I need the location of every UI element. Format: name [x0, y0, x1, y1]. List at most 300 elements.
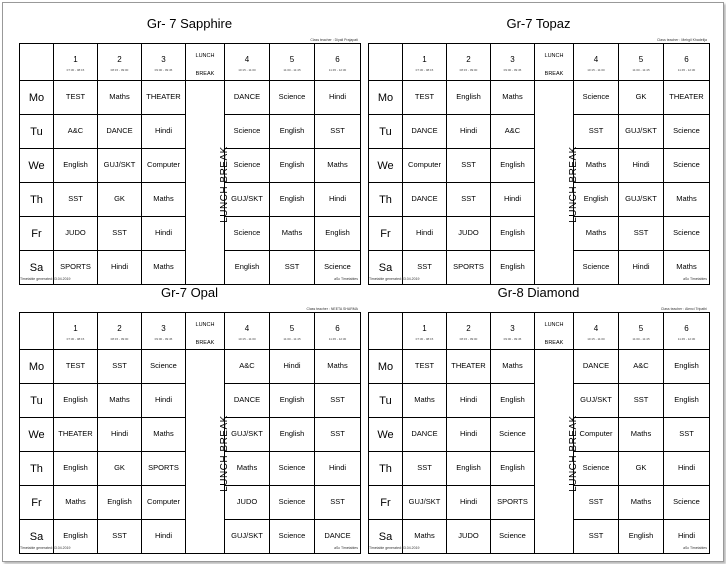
- lesson-cell[interactable]: [491, 149, 535, 183]
- day-label: Fr: [20, 486, 54, 520]
- period-time: 07:30 - 08:15: [415, 68, 434, 72]
- subject-name: DANCE: [233, 395, 261, 404]
- lesson-cell[interactable]: [403, 183, 447, 217]
- lesson-cell[interactable]: [98, 251, 142, 285]
- subject-name: GUJ/SKT: [580, 395, 612, 404]
- lesson-cell[interactable]: [54, 486, 98, 520]
- subject-name: SST: [284, 262, 300, 271]
- lesson-cell[interactable]: [403, 452, 447, 486]
- lunch-break-label: LUNCH BREAK: [567, 414, 579, 492]
- lesson-cell[interactable]: [619, 81, 664, 115]
- subject-name: A&C: [633, 361, 649, 370]
- lesson-cell[interactable]: [447, 520, 491, 554]
- lesson-cell[interactable]: [664, 81, 710, 115]
- lesson-cell[interactable]: [447, 251, 491, 285]
- lesson-cell[interactable]: [225, 384, 270, 418]
- lesson-cell[interactable]: [54, 350, 98, 384]
- period-time: 11:45 - 12:30: [677, 337, 696, 341]
- period-time: 07:30 - 08:15: [66, 68, 85, 72]
- subject-name: Hindi: [110, 429, 129, 438]
- lesson-cell[interactable]: [142, 452, 186, 486]
- period-number: 1: [422, 55, 427, 64]
- subject-name: GK: [635, 92, 647, 101]
- lunch-header: [186, 44, 225, 81]
- lesson-cell[interactable]: [225, 350, 270, 384]
- lesson-cell[interactable]: [142, 81, 186, 115]
- lesson-cell[interactable]: [98, 149, 142, 183]
- lesson-cell[interactable]: [574, 520, 619, 554]
- lesson-cell[interactable]: [447, 183, 491, 217]
- lesson-cell[interactable]: [315, 452, 361, 486]
- period-header: [54, 313, 98, 350]
- lesson-cell[interactable]: [270, 520, 315, 554]
- subject-name: English: [583, 194, 609, 203]
- lesson-cell[interactable]: [574, 418, 619, 452]
- subject-name: Hindi: [677, 531, 696, 540]
- period-time: 08:15 - 09:00: [110, 337, 129, 341]
- subject-name: THEATER: [451, 361, 486, 370]
- generated-note: Timetable generated:03.04.2019: [369, 277, 420, 281]
- lesson-cell[interactable]: [98, 384, 142, 418]
- lesson-cell[interactable]: [98, 486, 142, 520]
- day-label: Sa: [20, 251, 54, 285]
- lesson-cell[interactable]: [225, 251, 270, 285]
- lesson-cell[interactable]: [664, 418, 710, 452]
- lunch-header-label: LUNCH BREAK: [544, 53, 564, 77]
- lesson-cell[interactable]: [142, 183, 186, 217]
- day-label: Th: [20, 452, 54, 486]
- lesson-cell[interactable]: [403, 350, 447, 384]
- lesson-cell[interactable]: [491, 251, 535, 285]
- lesson-cell[interactable]: [574, 251, 619, 285]
- day-label: Mo: [20, 350, 54, 384]
- lesson-cell[interactable]: [447, 384, 491, 418]
- subject-name: Science: [324, 262, 351, 271]
- period-number: 4: [593, 324, 599, 333]
- timetable-grid: [19, 312, 361, 554]
- subject-name: GK: [114, 194, 125, 203]
- lesson-cell[interactable]: [225, 486, 270, 520]
- subject-name: Hindi: [154, 395, 173, 404]
- subject-name: SST: [461, 194, 476, 203]
- subject-name: TEST: [414, 92, 435, 101]
- subject-name: Maths: [109, 395, 130, 404]
- period-header: [98, 313, 142, 350]
- lesson-cell[interactable]: [225, 149, 270, 183]
- lesson-cell[interactable]: [447, 452, 491, 486]
- subject-name: Maths: [630, 497, 652, 506]
- class-teacher: Class teacher : Diyali Prajapati: [310, 38, 358, 42]
- lesson-cell[interactable]: [142, 115, 186, 149]
- lesson-cell[interactable]: [54, 183, 98, 217]
- subject-name: Science: [673, 126, 700, 135]
- lesson-cell[interactable]: [574, 384, 619, 418]
- lesson-cell[interactable]: [98, 452, 142, 486]
- day-label: We: [20, 149, 54, 183]
- subject-name: Science: [150, 361, 177, 370]
- subject-name: Hindi: [328, 194, 347, 203]
- subject-name: Maths: [327, 160, 348, 169]
- subject-name: Hindi: [459, 395, 478, 404]
- lesson-cell[interactable]: [225, 81, 270, 115]
- lunch-header-label: LUNCH BREAK: [195, 53, 215, 77]
- lesson-cell[interactable]: [225, 217, 270, 251]
- lesson-cell[interactable]: [54, 217, 98, 251]
- subject-name: Maths: [676, 194, 697, 203]
- lesson-cell[interactable]: [664, 183, 710, 217]
- timetable-grid: [368, 43, 710, 285]
- lesson-cell[interactable]: [270, 183, 315, 217]
- subject-name: SPORTS: [453, 262, 484, 271]
- period-header: [447, 44, 491, 81]
- lesson-cell[interactable]: [98, 115, 142, 149]
- period-time: 09:00 - 09:45: [503, 68, 522, 72]
- day-label: Tu: [20, 115, 54, 149]
- subject-name: Maths: [585, 228, 607, 237]
- period-number: 2: [466, 324, 471, 333]
- subject-name: Hindi: [632, 262, 650, 271]
- subject-name: Hindi: [459, 497, 478, 506]
- lesson-cell[interactable]: [142, 217, 186, 251]
- subject-name: Maths: [585, 160, 607, 169]
- lesson-cell[interactable]: [54, 115, 98, 149]
- generated-note: Timetable generated:03.04.2019: [20, 277, 71, 281]
- lesson-cell[interactable]: [447, 115, 491, 149]
- lesson-cell[interactable]: [98, 350, 142, 384]
- lesson-cell[interactable]: [664, 217, 710, 251]
- subject-name: English: [628, 531, 654, 540]
- lesson-cell[interactable]: [447, 350, 491, 384]
- subject-name: GUJ/SKT: [408, 497, 441, 506]
- lesson-cell[interactable]: [142, 350, 186, 384]
- lesson-cell[interactable]: [491, 452, 535, 486]
- period-time: 11:00 - 11:45: [283, 337, 301, 341]
- subject-name: SST: [633, 228, 649, 237]
- lesson-cell[interactable]: [270, 452, 315, 486]
- lesson-cell[interactable]: [619, 183, 664, 217]
- period-number: 5: [638, 55, 644, 64]
- period-number: 3: [161, 324, 166, 333]
- lesson-cell[interactable]: [315, 350, 361, 384]
- lesson-cell[interactable]: [664, 452, 710, 486]
- lesson-cell[interactable]: [270, 384, 315, 418]
- lesson-cell[interactable]: [619, 452, 664, 486]
- lesson-cell[interactable]: [270, 251, 315, 285]
- period-number: 1: [73, 55, 78, 64]
- subject-name: SPORTS: [497, 497, 528, 506]
- lesson-cell[interactable]: [619, 520, 664, 554]
- period-number: 6: [335, 324, 340, 333]
- lesson-cell[interactable]: [447, 418, 491, 452]
- subject-name: SPORTS: [60, 262, 91, 271]
- period-header: [142, 313, 186, 350]
- period-header: [225, 313, 270, 350]
- period-number: 6: [684, 55, 689, 64]
- day-label: Sa: [369, 520, 403, 554]
- lesson-cell[interactable]: [664, 149, 710, 183]
- day-label: Tu: [369, 115, 403, 149]
- period-header: [98, 44, 142, 81]
- lesson-cell[interactable]: [574, 452, 619, 486]
- lesson-cell[interactable]: [491, 115, 535, 149]
- subject-name: TEST: [414, 361, 435, 370]
- lesson-cell[interactable]: [574, 350, 619, 384]
- lesson-cell[interactable]: [98, 81, 142, 115]
- day-label: Tu: [20, 384, 54, 418]
- lesson-cell[interactable]: [270, 350, 315, 384]
- lesson-cell[interactable]: [142, 418, 186, 452]
- subject-name: English: [63, 160, 88, 169]
- subject-name: English: [500, 262, 525, 271]
- subject-name: JUDO: [236, 497, 258, 506]
- brand-note: aSc Timetables: [334, 546, 358, 550]
- lesson-cell[interactable]: [270, 217, 315, 251]
- subject-name: English: [500, 160, 525, 169]
- lesson-cell[interactable]: [225, 183, 270, 217]
- lesson-cell[interactable]: [619, 384, 664, 418]
- lesson-cell[interactable]: [315, 217, 361, 251]
- period-number: 2: [117, 324, 122, 333]
- lesson-cell[interactable]: [447, 217, 491, 251]
- lesson-cell[interactable]: [270, 115, 315, 149]
- subject-name: English: [279, 126, 305, 135]
- lesson-cell[interactable]: [619, 115, 664, 149]
- lesson-cell[interactable]: [142, 384, 186, 418]
- day-label: We: [369, 149, 403, 183]
- subject-name: SST: [588, 531, 604, 540]
- day-label: Sa: [20, 520, 54, 554]
- header-row: [20, 313, 361, 350]
- lesson-cell[interactable]: [54, 149, 98, 183]
- subject-name: SST: [588, 126, 604, 135]
- brand-note: aSc Timetables: [683, 277, 707, 281]
- day-label: We: [20, 418, 54, 452]
- period-number: 6: [684, 324, 689, 333]
- lesson-cell[interactable]: [315, 418, 361, 452]
- lesson-cell[interactable]: [98, 217, 142, 251]
- subject-name: Science: [278, 92, 306, 101]
- lesson-cell[interactable]: [574, 183, 619, 217]
- subject-name: Science: [233, 228, 261, 237]
- lesson-cell[interactable]: [315, 183, 361, 217]
- subject-name: Computer: [147, 497, 180, 506]
- subject-name: DANCE: [106, 126, 133, 135]
- lesson-cell[interactable]: [98, 520, 142, 554]
- subject-name: Hindi: [283, 361, 301, 370]
- subject-name: Maths: [630, 429, 652, 438]
- lesson-cell[interactable]: [574, 149, 619, 183]
- lesson-cell[interactable]: [491, 486, 535, 520]
- lesson-cell[interactable]: [491, 183, 535, 217]
- subject-name: Maths: [414, 395, 435, 404]
- subject-name: Maths: [502, 92, 523, 101]
- lunch-break-label: LUNCH BREAK: [218, 145, 230, 223]
- lesson-cell[interactable]: [225, 452, 270, 486]
- lesson-cell[interactable]: [142, 520, 186, 554]
- subject-name: Maths: [281, 228, 303, 237]
- period-number: 4: [244, 55, 250, 64]
- subject-name: SST: [112, 228, 127, 237]
- period-number: 3: [510, 55, 515, 64]
- period-time: 09:00 - 09:45: [503, 337, 522, 341]
- lesson-cell[interactable]: [574, 81, 619, 115]
- lunch-break-label: LUNCH BREAK: [567, 145, 579, 223]
- lesson-cell[interactable]: [619, 350, 664, 384]
- lesson-cell[interactable]: [403, 149, 447, 183]
- lesson-cell[interactable]: [98, 183, 142, 217]
- lesson-cell[interactable]: [54, 418, 98, 452]
- lesson-cell[interactable]: [54, 384, 98, 418]
- subject-name: Maths: [676, 262, 697, 271]
- lesson-cell[interactable]: [664, 384, 710, 418]
- lesson-cell[interactable]: [225, 520, 270, 554]
- lesson-cell[interactable]: [54, 452, 98, 486]
- subject-name: A&C: [239, 361, 255, 370]
- lesson-cell[interactable]: [225, 418, 270, 452]
- subject-name: Maths: [109, 92, 130, 101]
- lesson-cell[interactable]: [574, 486, 619, 520]
- lesson-cell[interactable]: [142, 486, 186, 520]
- timetable-grid: [368, 312, 710, 554]
- lesson-cell[interactable]: [664, 486, 710, 520]
- day-label: Th: [369, 452, 403, 486]
- lunch-break-column: [535, 350, 579, 554]
- day-label: Mo: [20, 81, 54, 115]
- subject-name: Hindi: [677, 463, 696, 472]
- subject-name: English: [63, 395, 88, 404]
- subject-name: JUDO: [458, 228, 479, 237]
- period-header: [403, 313, 447, 350]
- lesson-cell[interactable]: [447, 486, 491, 520]
- generated-note: Timetable generated:03.04.2019: [369, 546, 420, 550]
- lesson-cell[interactable]: [619, 149, 664, 183]
- lesson-cell[interactable]: [225, 115, 270, 149]
- lesson-cell[interactable]: [403, 418, 447, 452]
- lesson-cell[interactable]: [447, 149, 491, 183]
- lesson-cell[interactable]: [315, 486, 361, 520]
- lesson-cell[interactable]: [270, 81, 315, 115]
- subject-name: Science: [673, 160, 700, 169]
- period-time: 07:30 - 08:15: [66, 337, 85, 341]
- lesson-cell[interactable]: [619, 418, 664, 452]
- lesson-cell[interactable]: [574, 217, 619, 251]
- subject-name: English: [279, 160, 305, 169]
- lesson-cell[interactable]: [664, 115, 710, 149]
- period-time: 11:45 - 12:30: [677, 68, 696, 72]
- lesson-cell[interactable]: [491, 384, 535, 418]
- brand-note: aSc Timetables: [683, 546, 707, 550]
- subject-name: English: [279, 395, 305, 404]
- period-time: 10:15 - 11:00: [238, 337, 256, 341]
- subject-name: SST: [330, 395, 345, 404]
- period-time: 08:15 - 09:00: [110, 68, 129, 72]
- timetable-title: Gr-8 Diamond: [497, 285, 580, 300]
- subject-name: English: [500, 395, 525, 404]
- lesson-cell[interactable]: [315, 384, 361, 418]
- lesson-cell[interactable]: [574, 115, 619, 149]
- period-time: 11:00 - 11:45: [283, 68, 301, 72]
- lesson-cell[interactable]: [270, 149, 315, 183]
- subject-name: DANCE: [411, 194, 438, 203]
- subject-name: DANCE: [324, 531, 351, 540]
- day-row: [20, 350, 361, 384]
- day-row: [369, 81, 710, 115]
- lesson-cell[interactable]: [491, 350, 535, 384]
- lesson-cell[interactable]: [664, 350, 710, 384]
- subject-name: Hindi: [154, 228, 173, 237]
- lesson-cell[interactable]: [619, 486, 664, 520]
- lesson-cell[interactable]: [619, 251, 664, 285]
- subject-name: Hindi: [328, 463, 347, 472]
- subject-name: GK: [114, 463, 125, 472]
- lesson-cell[interactable]: [270, 418, 315, 452]
- subject-name: DANCE: [582, 361, 610, 370]
- subject-name: English: [279, 429, 305, 438]
- subject-name: Maths: [236, 463, 258, 472]
- period-number: 3: [510, 324, 515, 333]
- lesson-cell[interactable]: [491, 217, 535, 251]
- subject-name: SST: [330, 497, 345, 506]
- subject-name: English: [456, 463, 481, 472]
- subject-name: Hindi: [110, 262, 129, 271]
- brand-note: aSc Timetables: [334, 277, 358, 281]
- subject-name: Maths: [414, 531, 435, 540]
- lesson-cell[interactable]: [270, 486, 315, 520]
- day-row: [369, 350, 710, 384]
- corner-cell: [20, 313, 54, 350]
- lesson-cell[interactable]: [447, 81, 491, 115]
- period-header: [225, 44, 270, 81]
- class-teacher: Class teacher : NEETA SHARMA: [306, 307, 358, 311]
- day-label: Mo: [369, 81, 403, 115]
- lesson-cell[interactable]: [403, 81, 447, 115]
- day-label: Fr: [369, 217, 403, 251]
- lesson-cell[interactable]: [142, 251, 186, 285]
- subject-name: GUJ/SKT: [625, 126, 657, 135]
- timetable-grid: [19, 43, 361, 285]
- lesson-cell[interactable]: [403, 384, 447, 418]
- period-number: 1: [73, 324, 78, 333]
- lesson-cell[interactable]: [491, 520, 535, 554]
- period-number: 1: [422, 324, 427, 333]
- subject-name: English: [63, 531, 88, 540]
- lesson-cell[interactable]: [491, 418, 535, 452]
- subject-name: A&C: [67, 126, 84, 135]
- subject-name: SST: [330, 429, 345, 438]
- lesson-cell[interactable]: [491, 81, 535, 115]
- subject-name: Hindi: [632, 160, 650, 169]
- lesson-cell[interactable]: [142, 149, 186, 183]
- lesson-cell[interactable]: [403, 115, 447, 149]
- lesson-cell[interactable]: [315, 149, 361, 183]
- subject-name: Science: [278, 463, 306, 472]
- lesson-cell[interactable]: [54, 81, 98, 115]
- lesson-cell[interactable]: [98, 418, 142, 452]
- subject-name: SST: [417, 463, 432, 472]
- lesson-cell[interactable]: [315, 81, 361, 115]
- subject-name: SST: [112, 361, 127, 370]
- subject-name: Hindi: [154, 531, 173, 540]
- lesson-cell[interactable]: [403, 217, 447, 251]
- subject-name: GUJ/SKT: [231, 531, 263, 540]
- lesson-cell[interactable]: [315, 115, 361, 149]
- lesson-cell[interactable]: [403, 486, 447, 520]
- period-number: 2: [117, 55, 122, 64]
- period-header: [574, 313, 619, 350]
- lunch-header-label: LUNCH BREAK: [195, 322, 215, 346]
- lesson-cell[interactable]: [619, 217, 664, 251]
- class-teacher: Class teacher : Mehgil Khadelija: [657, 38, 707, 42]
